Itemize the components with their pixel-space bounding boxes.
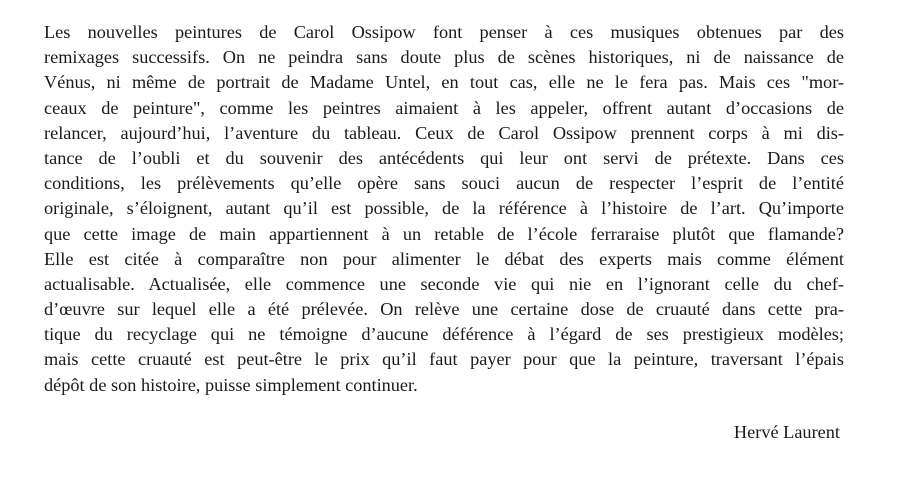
text-line: tance de l’oubli et du souvenir des antécédents qui leur ont servi de prétexte. Dans ces: [44, 147, 844, 168]
text-line: remixages successifs. On ne peindra sans doute plus de scènes historiques, ni de naissance de: [44, 47, 844, 68]
text-line: ceaux de peinture", comme les peintres aimaient à les appeler, offrent autant d’occasions de: [44, 97, 844, 118]
text-line: Elle est citée à comparaître non pour alimenter le débat des experts mais comme élément: [44, 248, 844, 269]
text-line-last: dépôt de son histoire, puisse simplement continuer.: [44, 374, 418, 395]
text-line: Vénus, ni même de portrait de Madame Untel, en tout cas, elle ne le fera pas. Mais ces "mor-: [44, 72, 844, 93]
text-line: que cette image de main appartiennent à un retable de l’école ferraraise plutôt que flamande?: [44, 223, 844, 244]
author-signature: Hervé Laurent: [733, 422, 840, 442]
article-paragraph: [44, 20, 844, 398]
text-line: tique du recyclage qui ne témoigne d’aucune déférence à l’égard de ses prestigieux modèles;: [44, 324, 844, 345]
text-line: d’œuvre sur lequel elle a été prélevée. On relève une certaine dose de cruauté dans cette pra-: [44, 299, 844, 320]
text-line: mais cette cruauté est peut-être le prix qu’il faut payer pour que la peinture, traversant l’épais: [44, 349, 844, 370]
text-line: conditions, les prélèvements qu’elle opère sans souci aucun de respecter l’esprit de l’entité: [44, 173, 844, 194]
text-line: actualisable. Actualisée, elle commence une seconde vie qui nie en l’ignorant celle du chef-: [44, 273, 844, 294]
text-line: originale, s’éloignent, autant qu’il est possible, de la référence à l’histoire de l’art. Qu’importe: [44, 198, 844, 219]
text-line: Les nouvelles peintures de Carol Ossipow font penser à ces musiques obtenues par des: [44, 22, 844, 42]
text-line: relancer, aujourd’hui, l’aventure du tableau. Ceux de Carol Ossipow prennent corps à mi dis-: [44, 122, 844, 143]
